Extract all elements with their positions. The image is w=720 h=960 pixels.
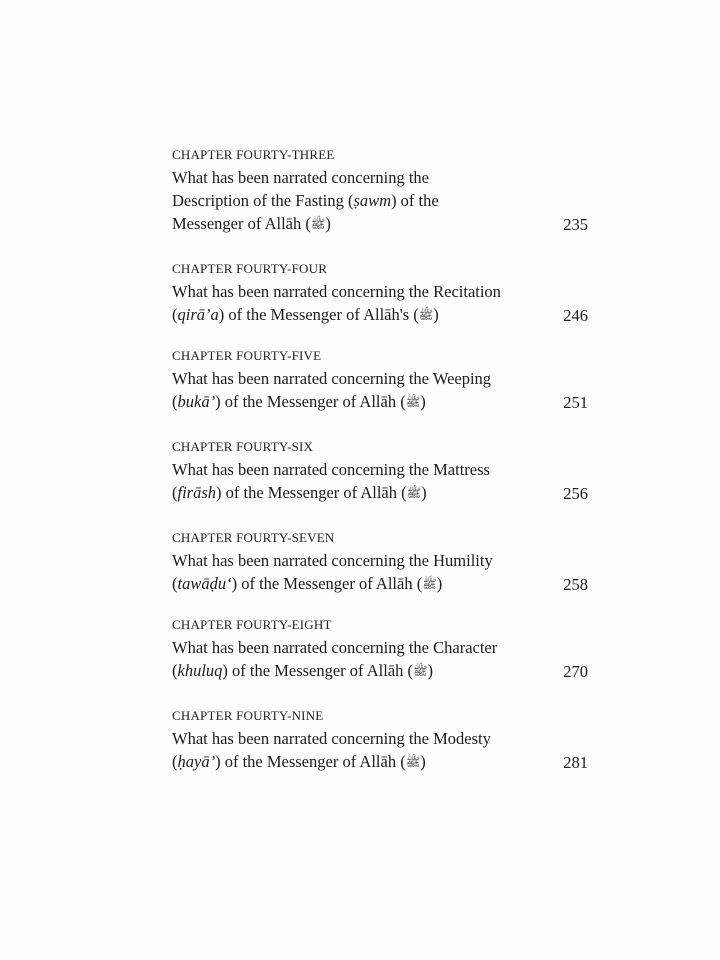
toc-entry-48[interactable] — [172, 616, 590, 683]
chapter-label: CHAPTER FOURTY-FIVE — [172, 348, 322, 363]
chapter-title-line: Description of the Fasting (ṣawm) of the — [172, 191, 439, 210]
toc-entry-44[interactable] — [172, 260, 590, 327]
chapter-label: CHAPTER FOURTY-EIGHT — [172, 617, 332, 632]
salawat-symbol-icon: ﷺ — [422, 577, 437, 591]
chapter-title-line: (khuluq) of the Messenger of Allāh (ﷺ) — [172, 661, 434, 680]
chapter-title-line: What has been narrated concerning the — [172, 168, 429, 187]
page-number: 246 — [563, 306, 588, 325]
chapter-title-line: (ḥayā’) of the Messenger of Allāh (ﷺ) — [172, 752, 426, 771]
toc-entry-45[interactable] — [172, 347, 590, 414]
chapter-label: CHAPTER FOURTY-NINE — [172, 708, 324, 723]
page-number: 281 — [563, 753, 588, 772]
page-number: 251 — [563, 393, 588, 412]
chapter-label: CHAPTER FOURTY-THREE — [172, 147, 335, 162]
salawat-symbol-icon: ﷺ — [418, 308, 434, 322]
chapter-title-line: What has been narrated concerning the Character — [172, 638, 498, 657]
salawat-symbol-icon: ﷺ — [413, 664, 428, 678]
chapter-title-line: What has been narrated concerning the Modesty — [172, 729, 491, 748]
arabic-term: qirā’a — [177, 305, 219, 324]
toc-entry-49[interactable] — [172, 707, 590, 774]
salawat-symbol-icon: ﷺ — [405, 755, 421, 769]
chapter-title-line: (tawāḍu‘) of the Messenger of Allāh (ﷺ) — [172, 574, 443, 593]
salawat-symbol-icon: ﷺ — [310, 217, 326, 231]
chapter-title-line: What has been narrated concerning the Humility — [172, 551, 493, 570]
page-number: 256 — [563, 484, 588, 503]
chapter-title-line: (firāsh) of the Messenger of Allāh (ﷺ) — [172, 483, 427, 502]
arabic-term: tawāḍu‘ — [177, 574, 232, 593]
arabic-term: khuluq — [177, 661, 223, 680]
chapter-label: CHAPTER FOURTY-SIX — [172, 439, 314, 454]
arabic-term: ḥayā’ — [177, 752, 216, 771]
chapter-title-line: Messenger of Allāh (ﷺ) — [172, 214, 331, 233]
chapter-title-line: What has been narrated concerning the Recitation — [172, 282, 501, 301]
salawat-symbol-icon: ﷺ — [406, 486, 422, 500]
table-of-contents — [172, 146, 590, 794]
arabic-term: firāsh — [177, 483, 217, 502]
arabic-term: ṣawm — [353, 191, 392, 210]
chapter-title-line: What has been narrated concerning the Mattress — [172, 460, 490, 479]
chapter-title-line: (bukā’) of the Messenger of Allāh (ﷺ) — [172, 392, 426, 411]
chapter-label: CHAPTER FOURTY-SEVEN — [172, 530, 335, 545]
page-number: 258 — [563, 575, 588, 594]
page-number: 235 — [563, 215, 588, 234]
toc-entry-43[interactable] — [172, 146, 590, 236]
chapter-label: CHAPTER FOURTY-FOUR — [172, 261, 328, 276]
salawat-symbol-icon: ﷺ — [405, 395, 421, 409]
toc-entry-46[interactable] — [172, 438, 590, 505]
page-number: 270 — [563, 662, 588, 681]
chapter-title-line: What has been narrated concerning the Weeping — [172, 369, 492, 388]
toc-entry-47[interactable] — [172, 529, 590, 596]
arabic-term: bukā’ — [177, 392, 216, 411]
chapter-title-line: (qirā’a) of the Messenger of Allāh's (ﷺ) — [172, 305, 439, 324]
